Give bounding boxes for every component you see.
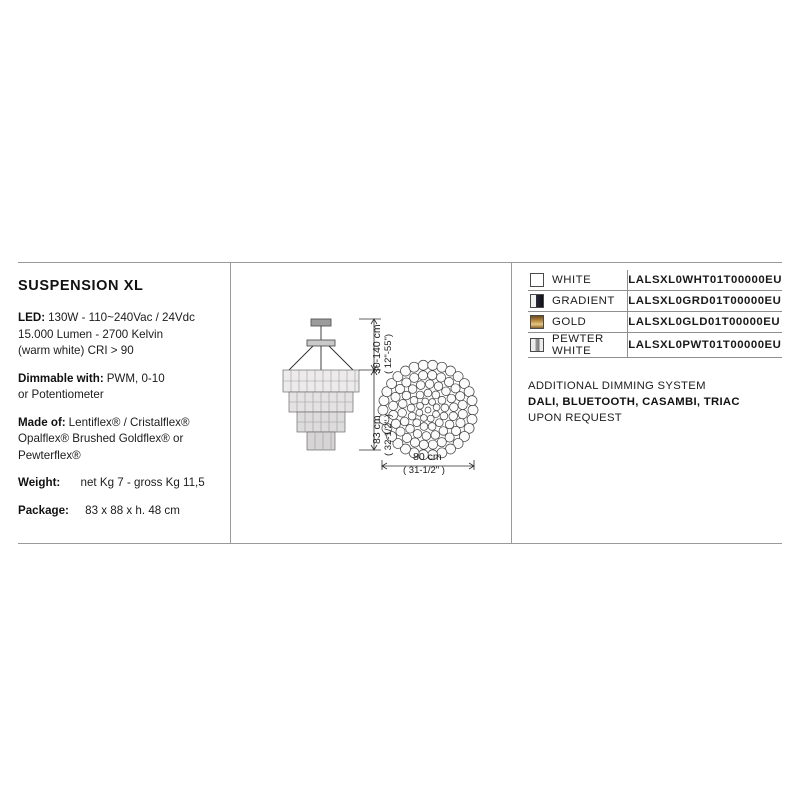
finish-label: PEWTER WHITE <box>552 333 604 357</box>
drawing-svg <box>231 262 511 544</box>
spec-weight-label: Weight: <box>18 476 61 489</box>
spec-package <box>18 503 230 520</box>
chandelier-body <box>283 370 359 450</box>
dimming-line-3: UPON REQUEST <box>528 412 622 424</box>
spec-dimmable-label: Dimmable with: <box>18 371 104 385</box>
dimming-line-2: DALI, BLUETOOTH, CASAMBI, TRIAC <box>528 396 740 408</box>
table-row[interactable] <box>528 291 782 312</box>
dim-height-cm: 30-140 cm <box>371 324 383 374</box>
spec-made-of-value: Lentiflex® / Cristalflex® <box>68 415 190 429</box>
dim-diameter-in: ( 31-1/2" ) <box>403 465 445 476</box>
finish-name-cell <box>528 270 628 291</box>
finish-name-cell <box>528 291 628 312</box>
spec-led-value: 130W - 110~240Vac / 24Vdc <box>48 311 195 324</box>
spec-package-label: Package: <box>18 503 69 517</box>
finish-name-cell <box>528 333 628 358</box>
dim-body-cm: 83 cm <box>371 415 383 444</box>
dim-body-in: ( 32-1/2" ) <box>383 414 394 456</box>
dimming-line-1: ADDITIONAL DIMMING SYSTEM <box>528 380 706 392</box>
finishes-column <box>512 262 782 544</box>
swatch-gold-icon <box>530 315 544 329</box>
spec-lumen-value: 15.000 Lumen - 2700 Kelvin <box>18 327 164 341</box>
finish-code: LALSXL0PWT01T00000EU <box>628 333 782 358</box>
swatch-white-icon <box>530 273 544 287</box>
product-spec-sheet <box>18 262 782 544</box>
spec-made-of-value2: Opalflex® Brushed Goldflex® or Pewterflex® <box>18 432 184 462</box>
table-row[interactable] <box>528 312 782 333</box>
spec-weight-value: net Kg 7 - gross Kg 11,5 <box>80 476 205 489</box>
spec-cri-value: (warm white) CRI > 90 <box>18 344 134 357</box>
finish-label: WHITE <box>552 274 592 286</box>
additional-dimming-note <box>528 378 778 426</box>
finish-label: GOLD <box>552 316 587 328</box>
technical-drawing <box>231 262 511 544</box>
finish-code: LALSXL0GRD01T00000EU <box>628 291 782 312</box>
finishes-table-body <box>528 270 782 358</box>
spec-dimmable <box>18 371 230 404</box>
spec-package-value: 83 x 88 x h. 48 cm <box>85 503 180 517</box>
finishes-table <box>528 270 782 358</box>
page-title: SUSPENSION XL <box>18 278 144 294</box>
swatch-gradient-icon <box>530 294 544 308</box>
spec-made-of-label: Made of: <box>18 415 66 429</box>
spec-weight <box>18 475 230 492</box>
specifications-column <box>18 262 230 530</box>
spec-led-label: LED: <box>18 311 46 324</box>
spec-led <box>18 310 230 360</box>
dim-diameter-cm: 80 cm <box>413 451 442 463</box>
finish-name-cell <box>528 312 628 333</box>
finish-code: LALSXL0GLD01T00000EU <box>628 312 782 333</box>
finish-label: GRADIENT <box>552 295 615 307</box>
spec-made-of <box>18 415 230 465</box>
spec-dimmable-value: PWM, 0-10 <box>106 371 165 385</box>
table-row[interactable] <box>528 333 782 358</box>
swatch-pewter-white-icon <box>530 338 544 352</box>
dim-height-in: ( 12"-55") <box>383 333 394 374</box>
finish-code: LALSXL0WHT01T00000EU <box>628 270 782 291</box>
spec-dimmable-value2: or Potentiometer <box>18 388 104 401</box>
table-row[interactable] <box>528 270 782 291</box>
